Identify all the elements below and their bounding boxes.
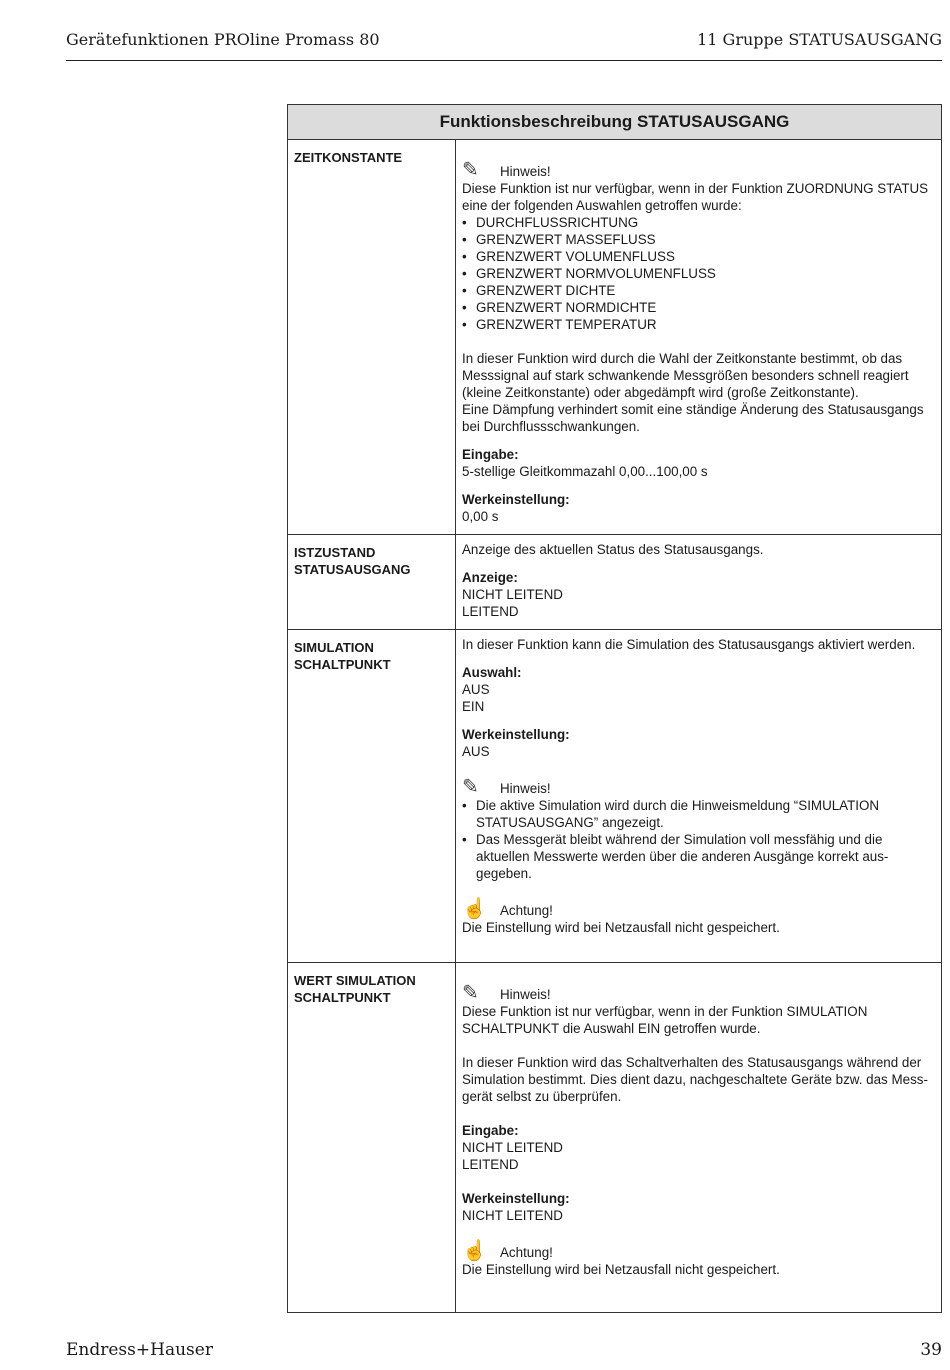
function-description	[456, 535, 941, 629]
function-name-line: ISTZUSTAND	[294, 545, 376, 560]
achtung-note	[462, 1241, 933, 1261]
input-value: 5-stellige Gleitkommazahl 0,00...100,00 s	[462, 464, 708, 479]
function-name-line: ZEITKONSTANTE	[294, 150, 403, 165]
function-name-line: SCHALTPUNKT	[294, 657, 391, 672]
function-name-line: SIMULATION	[294, 640, 374, 655]
hinweis-label: Hinweis!	[500, 987, 551, 1002]
function-description	[456, 630, 941, 962]
hinweis-note	[462, 983, 933, 1003]
display-label: Anzeige:	[462, 570, 518, 585]
function-description	[456, 140, 941, 534]
function-name-line: WERT SIMULATION	[294, 973, 416, 988]
function-name	[288, 535, 456, 629]
list-item: • GRENZWERT NORMVOLUMENFLUSS	[462, 265, 933, 282]
achtung-note	[462, 899, 933, 919]
hinweis-label: Hinweis!	[500, 164, 551, 179]
pointing-hand-icon: ☝	[462, 898, 487, 920]
pencil-icon: ✎	[462, 982, 479, 1004]
display-value: LEITEND	[462, 604, 519, 619]
function-name	[288, 140, 456, 534]
list-item: • GRENZWERT NORMDICHTE	[462, 299, 933, 316]
header-rule	[66, 60, 942, 61]
list-item: • GRENZWERT DICHTE	[462, 282, 933, 299]
page-number: 39	[920, 1340, 942, 1360]
select-value: EIN	[462, 699, 485, 714]
pointing-hand-icon: ☝	[462, 1240, 487, 1262]
list-item: • Die aktive Simulation wird durch die Hinweismeldung “SIMULATION STATUSAUSGANG” angezeigt.	[462, 797, 933, 831]
footer-brand: Endress+Hauser	[66, 1340, 213, 1360]
list-item: • DURCHFLUSSRICHTUNG	[462, 214, 933, 231]
header-chapter: 11 Gruppe STATUSAUSGANG	[697, 30, 942, 49]
select-value: AUS	[462, 682, 490, 697]
function-name-line: SCHALTPUNKT	[294, 990, 391, 1005]
table-row	[288, 535, 941, 630]
list-item: • Das Messgerät bleibt während der Simulation voll messfähig und die aktuellen Messwerte werden über die anderen Ausgänge korrekt aus-gegeben.	[462, 831, 933, 882]
list-item: • GRENZWERT TEMPERATUR	[462, 316, 933, 333]
description-text: Anzeige des aktuellen Status des Statusausgangs.	[462, 542, 764, 557]
description-text: In dieser Funktion wird das Schaltverhalten des Statusausgangs während der Simulation bestimmt. Dies dient dazu, nachgeschaltete Geräte bzw. das Mess-gerät selbst zu überprüfen.	[462, 1055, 928, 1104]
table-row	[288, 630, 941, 963]
default-value: AUS	[462, 744, 490, 759]
achtung-text: Die Einstellung wird bei Netzausfall nicht gespeichert.	[462, 920, 780, 935]
function-table	[287, 104, 942, 1313]
list-item: • GRENZWERT MASSEFLUSS	[462, 231, 933, 248]
table-row	[288, 963, 941, 1312]
hinweis-text: Diese Funktion ist nur verfügbar, wenn in der Funktion SIMULATION SCHALTPUNKT die Auswahl EIN getroffen wurde.	[462, 1004, 868, 1036]
hinweis-note	[462, 160, 933, 180]
default-value: NICHT LEITEND	[462, 1208, 563, 1223]
description-text: In dieser Funktion wird durch die Wahl der Zeitkonstante bestimmt, ob das Messsignal auf stark schwankende Messgrößen besonders schnell reagiert (kleine Zeitkonstante) oder abgedämpft wird (große Zeitkonstante).	[462, 351, 909, 400]
hinweis-text: Diese Funktion ist nur verfügbar, wenn in der Funktion ZUORDNUNG STATUS eine der folgenden Auswahlen getroffen wurde:	[462, 181, 929, 213]
display-value: NICHT LEITEND	[462, 587, 563, 602]
achtung-label: Achtung!	[500, 903, 553, 918]
input-value: NICHT LEITEND	[462, 1140, 563, 1155]
option-list	[462, 214, 933, 333]
description-text: Eine Dämpfung verhindert somit eine ständige Änderung des Statusausgangs bei Durchflussschwankungen.	[462, 402, 924, 434]
function-name	[288, 630, 456, 962]
default-label: Werkeinstellung:	[462, 727, 570, 742]
input-label: Eingabe:	[462, 1123, 519, 1138]
achtung-label: Achtung!	[500, 1245, 553, 1260]
function-description	[456, 963, 941, 1312]
input-value: LEITEND	[462, 1157, 519, 1172]
list-item: • GRENZWERT VOLUMENFLUSS	[462, 248, 933, 265]
description-text: In dieser Funktion kann die Simulation des Statusausgangs aktiviert werden.	[462, 637, 916, 652]
achtung-text: Die Einstellung wird bei Netzausfall nicht gespeichert.	[462, 1262, 780, 1277]
function-name-line: STATUSAUSGANG	[294, 562, 411, 577]
function-name	[288, 963, 456, 1312]
default-value: 0,00 s	[462, 509, 499, 524]
pencil-icon: ✎	[462, 776, 479, 798]
hinweis-note	[462, 777, 933, 797]
input-label: Eingabe:	[462, 447, 519, 462]
table-title: Funktionsbeschreibung STATUSAUSGANG	[288, 105, 941, 140]
pencil-icon: ✎	[462, 159, 479, 181]
select-label: Auswahl:	[462, 665, 522, 680]
default-label: Werkeinstellung:	[462, 492, 570, 507]
hinweis-label: Hinweis!	[500, 781, 551, 796]
table-row	[288, 140, 941, 535]
header-title: Gerätefunktionen PROline Promass 80	[66, 30, 380, 49]
default-label: Werkeinstellung:	[462, 1191, 570, 1206]
hinweis-list	[462, 797, 933, 882]
